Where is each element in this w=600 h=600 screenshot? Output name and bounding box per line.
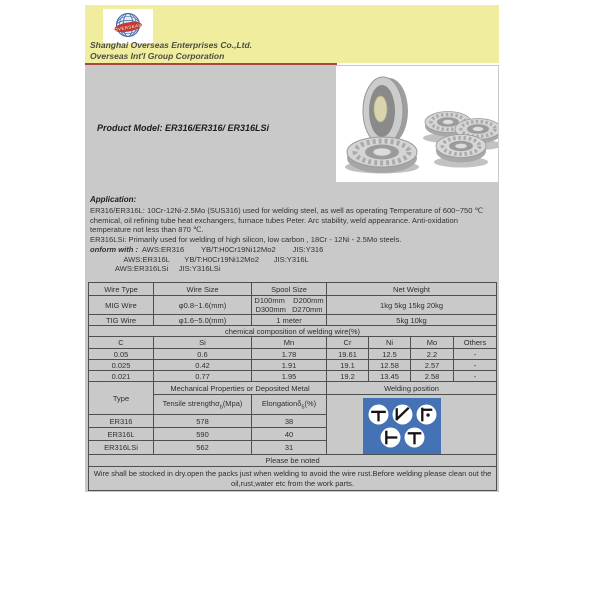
product-model bbox=[97, 123, 269, 133]
conform-standards-1: AWS:ER316 YB/T:H0Cr19Ni12Mo2 JIS:Y316 bbox=[138, 244, 324, 254]
chem-cell: 0.05 bbox=[89, 349, 154, 360]
company-name: Shanghai Overseas Enterprises Co.,Ltd. bbox=[90, 40, 253, 50]
chem-cell: 2.58 bbox=[411, 371, 454, 382]
col-header-wire-type: Wire Type bbox=[89, 283, 154, 296]
chem-header-c: C bbox=[89, 337, 154, 349]
chem-header-others: Others bbox=[454, 337, 497, 349]
chem-row-3 bbox=[89, 371, 497, 382]
mig-weight: 1kg 5kg 15kg 20kg bbox=[327, 296, 497, 315]
application-para1: ER316/ER316L: 10Cr-12Ni-2.5Mo (SUS316) used for welding steel, as well as operating Temperature of 600~750 ℃ chemical, oil refining tube heat exchangers, furnace tubes Peter. Arc stability, weld appearance. Anti-oxidation temperature not less than 870 ℃. bbox=[90, 206, 484, 235]
document-page bbox=[85, 5, 499, 492]
welding-position-header: Welding position bbox=[327, 382, 497, 395]
tensile-header bbox=[154, 395, 252, 415]
note-row bbox=[89, 467, 497, 491]
table-row-mig bbox=[89, 296, 497, 315]
application-heading: Application: bbox=[90, 195, 137, 204]
chem-cell: 0.021 bbox=[89, 371, 154, 382]
chem-row-1 bbox=[89, 349, 497, 360]
size-header-row bbox=[89, 283, 497, 296]
elongation-sub: 5 bbox=[301, 404, 305, 411]
chem-cell: 0.42 bbox=[154, 360, 252, 371]
conform-standards-3: AWS:ER316LSi JIS:Y316LSi bbox=[90, 264, 221, 274]
elongation-suffix: (%) bbox=[304, 398, 317, 408]
mech-type-cell: ER316LSi bbox=[89, 441, 154, 455]
welding-position-icon-tee-right bbox=[380, 427, 401, 448]
tig-type: TIG Wire bbox=[89, 315, 154, 326]
chem-cell: 19.61 bbox=[327, 349, 369, 360]
chem-cell: - bbox=[454, 349, 497, 360]
mech-tensile-cell: 590 bbox=[154, 428, 252, 441]
application-para2: ER316LSi: Primarily used for welding of high silicon, low carbon , 18Cr - 12Ni - 2.5Mo steels. bbox=[90, 235, 402, 245]
chem-header-row bbox=[89, 337, 497, 349]
mig-size: φ0.8~1.6(mm) bbox=[154, 296, 252, 315]
welding-position-diagram bbox=[363, 398, 441, 454]
mig-type: MIG Wire bbox=[89, 296, 154, 315]
chem-row-2 bbox=[89, 360, 497, 371]
mech-elongation-cell: 38 bbox=[252, 415, 327, 428]
chem-cell: 1.78 bbox=[252, 349, 327, 360]
application-text bbox=[90, 206, 492, 274]
logo-banner-text: OVERSEAS bbox=[113, 22, 143, 33]
mech-type-cell: ER316L bbox=[89, 428, 154, 441]
col-header-net-weight: Net Weight bbox=[327, 283, 497, 296]
chem-cell: 1.91 bbox=[252, 360, 327, 371]
chem-cell: - bbox=[454, 360, 497, 371]
chem-cell: 0.6 bbox=[154, 349, 252, 360]
col-header-spool-size: Spool Size bbox=[252, 283, 327, 296]
company-logo bbox=[103, 9, 153, 43]
wire-spools-photo bbox=[336, 66, 498, 182]
note-text: Wire shall be stocked in dry.open the packs just when welding to avoid the wire rust.Before welding please clean out the oil,rust,water etc from the work parts. bbox=[89, 467, 497, 491]
chem-cell: 13.45 bbox=[369, 371, 411, 382]
chem-header-si: Si bbox=[154, 337, 252, 349]
tensile-suffix: (Mpa) bbox=[222, 398, 243, 408]
chem-cell: 19.2 bbox=[327, 371, 369, 382]
elongation-prefix: Elongationδ bbox=[261, 398, 302, 408]
product-model-label: Product Model: bbox=[97, 123, 163, 133]
chem-cell: 0.77 bbox=[154, 371, 252, 382]
tensile-sub: b bbox=[219, 404, 223, 411]
chem-cell: 1.95 bbox=[252, 371, 327, 382]
note-header: Please be noted bbox=[89, 455, 497, 467]
content-area bbox=[85, 65, 499, 492]
company-subname: Overseas Int'l Group Corporation bbox=[90, 50, 225, 61]
chem-cell: 2.2 bbox=[411, 349, 454, 360]
mech-tensile-cell: 578 bbox=[154, 415, 252, 428]
chem-header-ni: Ni bbox=[369, 337, 411, 349]
chem-cell: 12.58 bbox=[369, 360, 411, 371]
company-name-block bbox=[90, 40, 252, 61]
mech-type-cell: ER316 bbox=[89, 415, 154, 428]
chem-cell: 19.1 bbox=[327, 360, 369, 371]
welding-position-icon-angle bbox=[392, 404, 413, 425]
product-photo-box bbox=[336, 66, 498, 182]
tensile-prefix: Tensile strengthσ bbox=[162, 398, 220, 408]
globe-icon bbox=[103, 9, 153, 43]
conform-label: onform with : bbox=[90, 244, 139, 254]
mig-spool-line1: D100mm D200mm bbox=[254, 296, 324, 305]
chem-header-cr: Cr bbox=[327, 337, 369, 349]
mech-tensile-cell: 562 bbox=[154, 441, 252, 455]
mech-header-row bbox=[89, 382, 497, 395]
mech-elongation-cell: 40 bbox=[252, 428, 327, 441]
table-row-tig bbox=[89, 315, 497, 326]
welding-position-cell bbox=[327, 395, 497, 455]
mech-elongation-cell: 31 bbox=[252, 441, 327, 455]
mig-spool bbox=[252, 296, 327, 315]
col-header-wire-size: Wire Size bbox=[154, 283, 252, 296]
chem-cell: 0.025 bbox=[89, 360, 154, 371]
spec-table bbox=[88, 282, 497, 491]
welding-position-icon-f-shape bbox=[416, 404, 437, 425]
chem-header-mo: Mo bbox=[411, 337, 454, 349]
tig-size: φ1.6~5.0(mm) bbox=[154, 315, 252, 326]
tig-spool: 1 meter bbox=[252, 315, 327, 326]
mig-spool-line2: D300mm D270mm bbox=[255, 305, 323, 314]
conform-standards-2: AWS:ER316L YB/T:H0Cr19Ni12Mo2 JIS:Y316L bbox=[90, 254, 309, 264]
product-model-value: ER316/ER316/ ER316LSi bbox=[162, 123, 270, 133]
chem-cell: - bbox=[454, 371, 497, 382]
chem-cell: 12.5 bbox=[369, 349, 411, 360]
conform-line-1 bbox=[90, 245, 492, 255]
welding-position-icon-tee-down bbox=[368, 404, 389, 425]
chem-header-mn: Mn bbox=[252, 337, 327, 349]
chem-title: chemical composition of welding wire(%) bbox=[89, 326, 497, 337]
chem-cell: 2.57 bbox=[411, 360, 454, 371]
mech-type-header: Type bbox=[89, 382, 154, 415]
tig-weight: 5kg 10kg bbox=[327, 315, 497, 326]
note-header-row bbox=[89, 455, 497, 467]
chem-title-row bbox=[89, 326, 497, 337]
elongation-header bbox=[252, 395, 327, 415]
welding-position-icon-tee-top bbox=[404, 427, 425, 448]
mech-props-header: Mechanical Properties or Deposited Metal bbox=[154, 382, 327, 395]
header-band bbox=[85, 5, 499, 63]
